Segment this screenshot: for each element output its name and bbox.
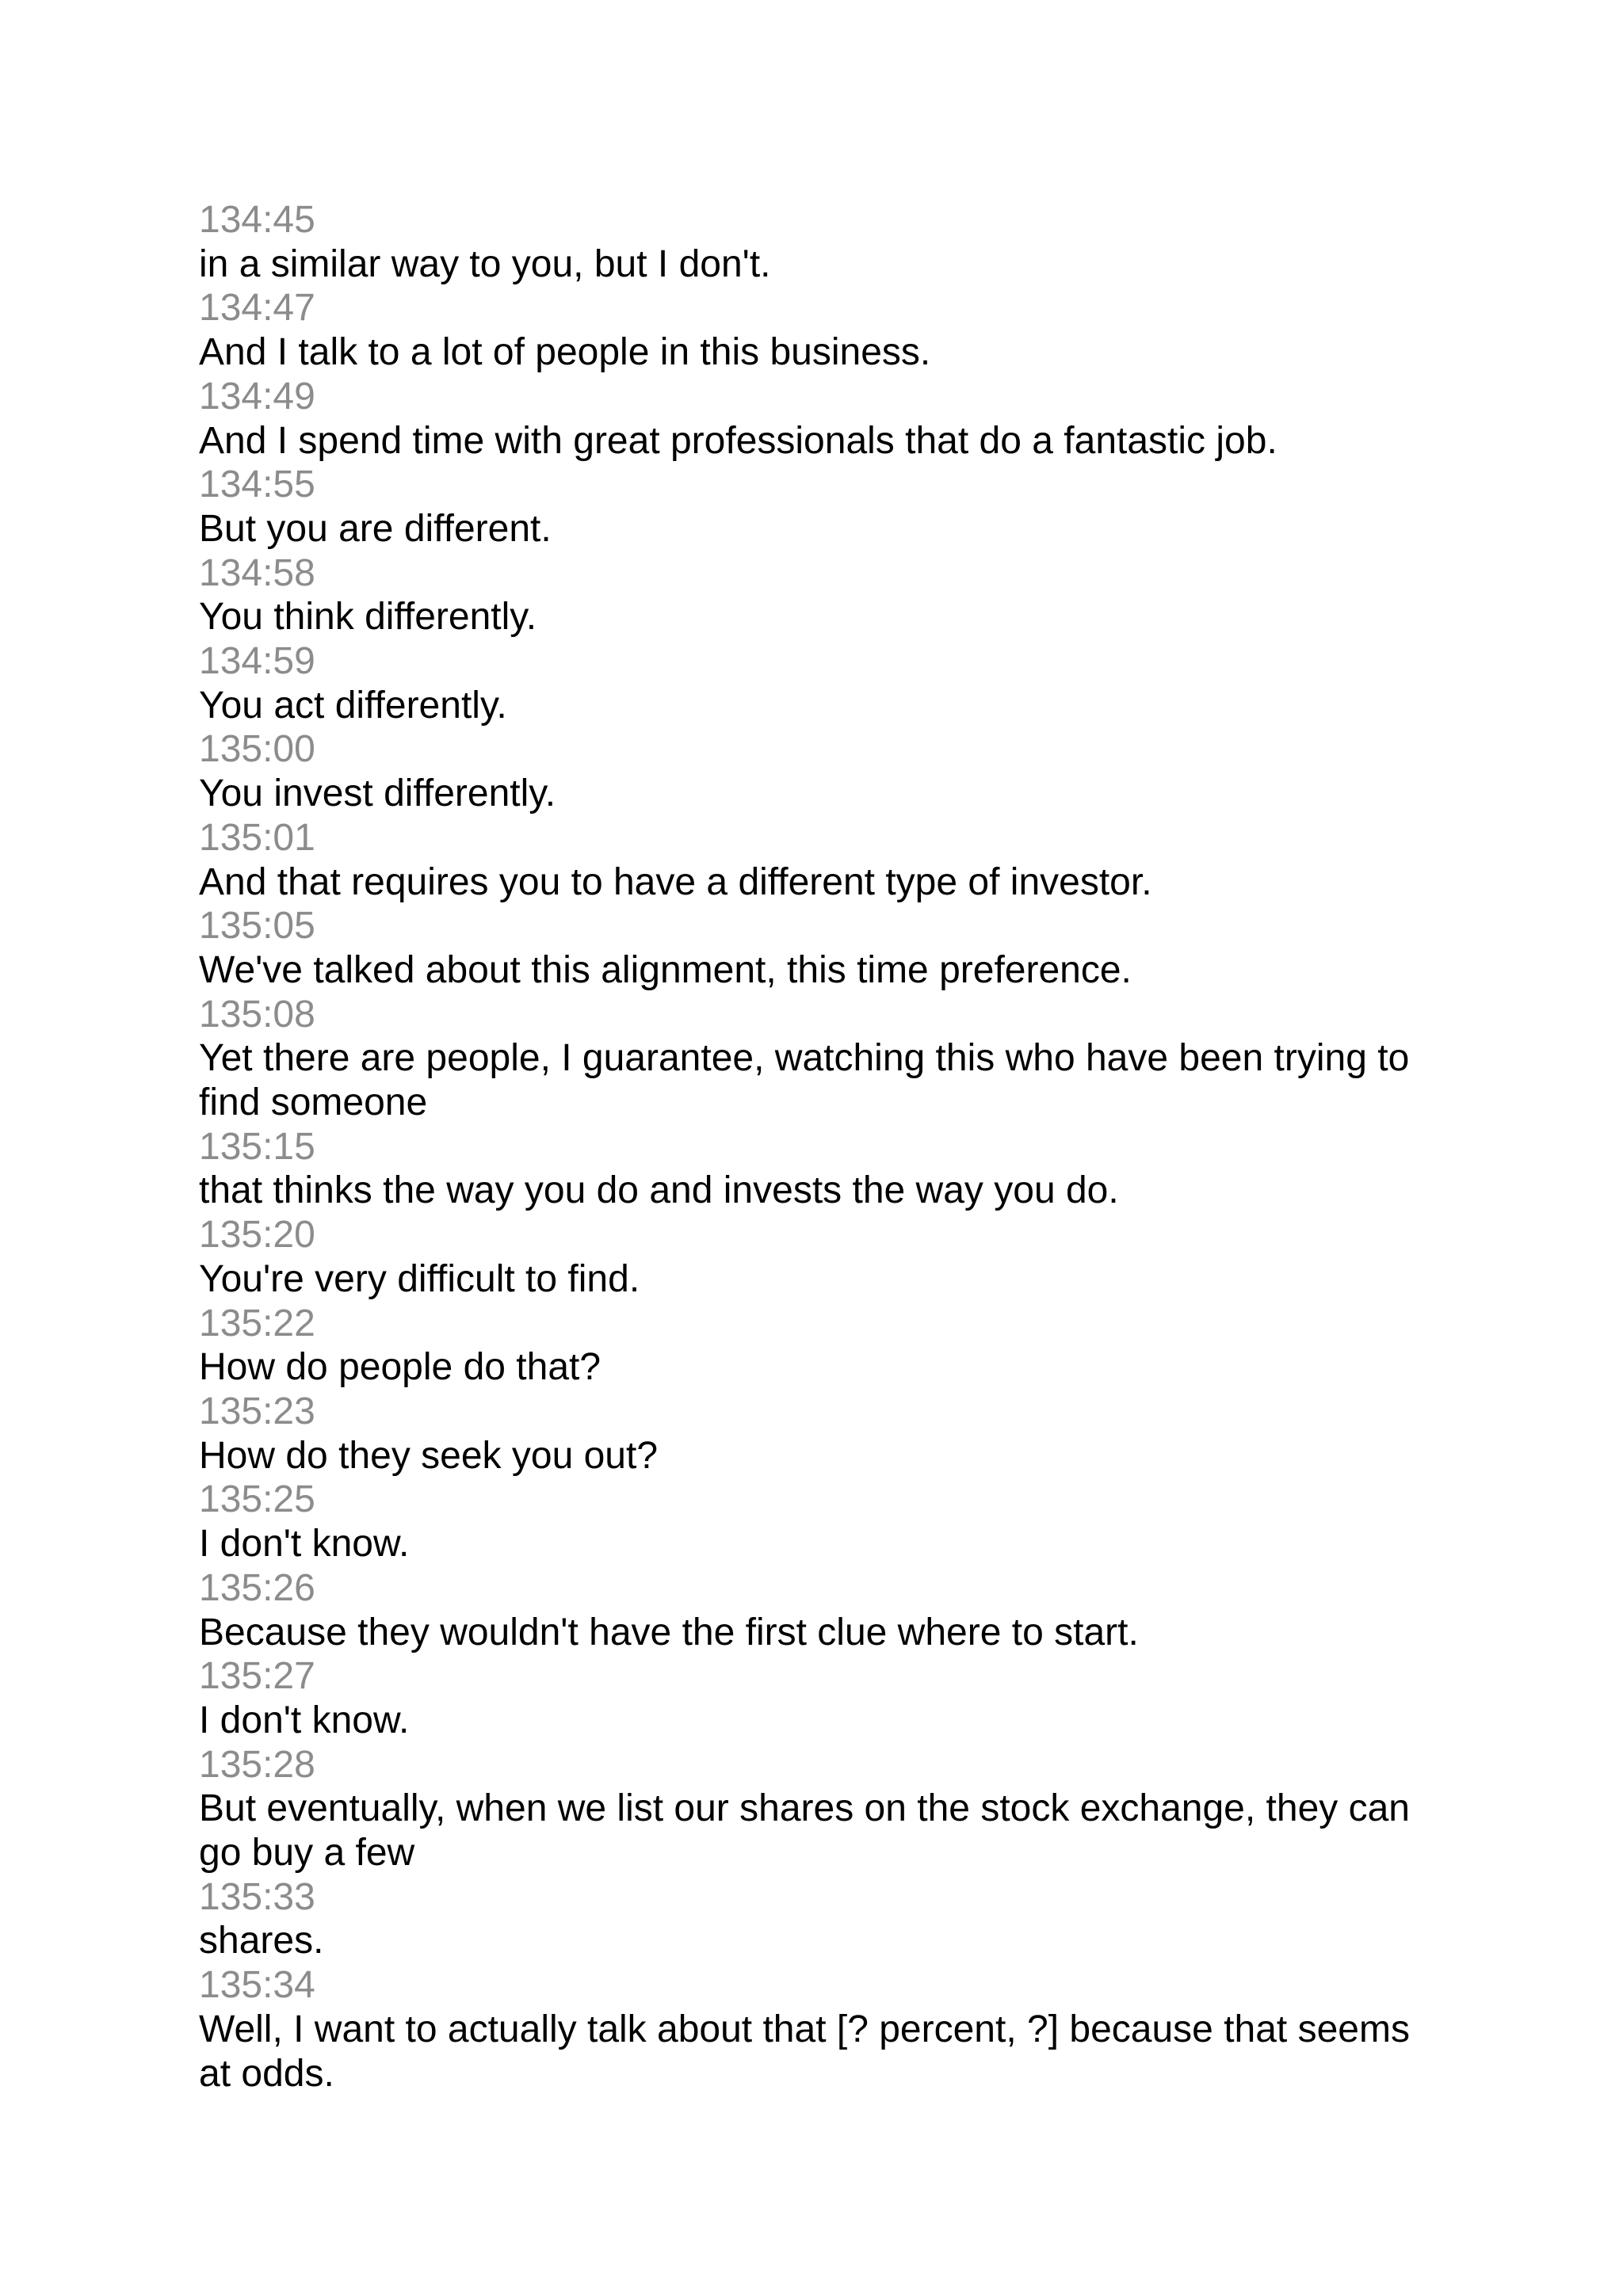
transcript-line: I don't know. bbox=[199, 1523, 410, 1566]
transcript-line: How do they seek you out? bbox=[199, 1434, 659, 1477]
transcript-entry bbox=[199, 463, 1435, 551]
transcript-line: You invest differently. bbox=[199, 772, 556, 815]
timestamp: 134:59 bbox=[199, 640, 315, 683]
transcript-line: I don't know. bbox=[199, 1699, 410, 1741]
timestamp: 134:58 bbox=[199, 551, 315, 594]
transcript-line: that thinks the way you do and invests the way you do. bbox=[199, 1169, 1119, 1212]
transcript-line: find someone bbox=[199, 1081, 428, 1124]
transcript-entry bbox=[199, 198, 1435, 286]
timestamp: 135:28 bbox=[199, 1743, 315, 1786]
transcript-entry bbox=[199, 1125, 1435, 1213]
timestamp: 135:27 bbox=[199, 1655, 315, 1698]
transcript-entry bbox=[199, 1875, 1435, 1963]
timestamp: 135:08 bbox=[199, 993, 315, 1035]
timestamp: 135:15 bbox=[199, 1125, 315, 1168]
transcript-entry bbox=[199, 1302, 1435, 1390]
transcript-entry bbox=[199, 286, 1435, 374]
transcript-line: in a similar way to you, but I don't. bbox=[199, 242, 771, 285]
transcript-line: We've talked about this alignment, this time preference. bbox=[199, 948, 1132, 991]
transcript-entry bbox=[199, 993, 1435, 1125]
transcript-entry bbox=[199, 1654, 1435, 1742]
transcript-entry bbox=[199, 551, 1435, 639]
transcript bbox=[199, 198, 1435, 2096]
transcript-line: And I spend time with great professionals that do a fantastic job. bbox=[199, 419, 1277, 462]
timestamp: 135:22 bbox=[199, 1302, 315, 1344]
transcript-line: shares. bbox=[199, 1920, 324, 1962]
transcript-line: But eventually, when we list our shares on the stock exchange, they can bbox=[199, 1787, 1410, 1830]
timestamp: 134:49 bbox=[199, 375, 315, 418]
timestamp: 135:23 bbox=[199, 1390, 315, 1432]
transcript-entry bbox=[199, 639, 1435, 727]
transcript-entry bbox=[199, 904, 1435, 992]
timestamp: 135:33 bbox=[199, 1875, 315, 1918]
transcript-line: Well, I want to actually talk about that [? percent, ?] because that seems bbox=[199, 2008, 1410, 2050]
transcript-entry bbox=[199, 1478, 1435, 1566]
timestamp: 134:55 bbox=[199, 463, 315, 506]
transcript-line: go buy a few bbox=[199, 1832, 415, 1875]
timestamp: 135:01 bbox=[199, 816, 315, 859]
transcript-line: Because they wouldn't have the first clue where to start. bbox=[199, 1611, 1139, 1653]
transcript-line: You act differently. bbox=[199, 684, 507, 727]
transcript-entry bbox=[199, 1963, 1435, 2096]
timestamp: 135:05 bbox=[199, 905, 315, 948]
transcript-line: Yet there are people, I guarantee, watching this who have been trying to bbox=[199, 1037, 1410, 1080]
transcript-line: And that requires you to have a different type of investor. bbox=[199, 860, 1152, 903]
transcript-entry bbox=[199, 1213, 1435, 1301]
transcript-line: You're very difficult to find. bbox=[199, 1257, 640, 1300]
transcript-entry bbox=[199, 1743, 1435, 1875]
transcript-entry bbox=[199, 1566, 1435, 1654]
timestamp: 135:25 bbox=[199, 1478, 315, 1521]
transcript-line: How do people do that? bbox=[199, 1346, 601, 1389]
transcript-line: at odds. bbox=[199, 2052, 334, 2095]
transcript-entry bbox=[199, 1390, 1435, 1478]
timestamp: 135:26 bbox=[199, 1566, 315, 1609]
transcript-entry bbox=[199, 816, 1435, 904]
timestamp: 135:34 bbox=[199, 1964, 315, 2007]
transcript-entry bbox=[199, 727, 1435, 815]
transcript-entry bbox=[199, 375, 1435, 463]
transcript-line: And I talk to a lot of people in this business. bbox=[199, 331, 931, 374]
transcript-line: But you are different. bbox=[199, 507, 552, 550]
transcript-line: You think differently. bbox=[199, 596, 537, 639]
timestamp: 135:00 bbox=[199, 728, 315, 771]
timestamp: 134:47 bbox=[199, 287, 315, 330]
timestamp: 134:45 bbox=[199, 199, 315, 241]
timestamp: 135:20 bbox=[199, 1214, 315, 1257]
